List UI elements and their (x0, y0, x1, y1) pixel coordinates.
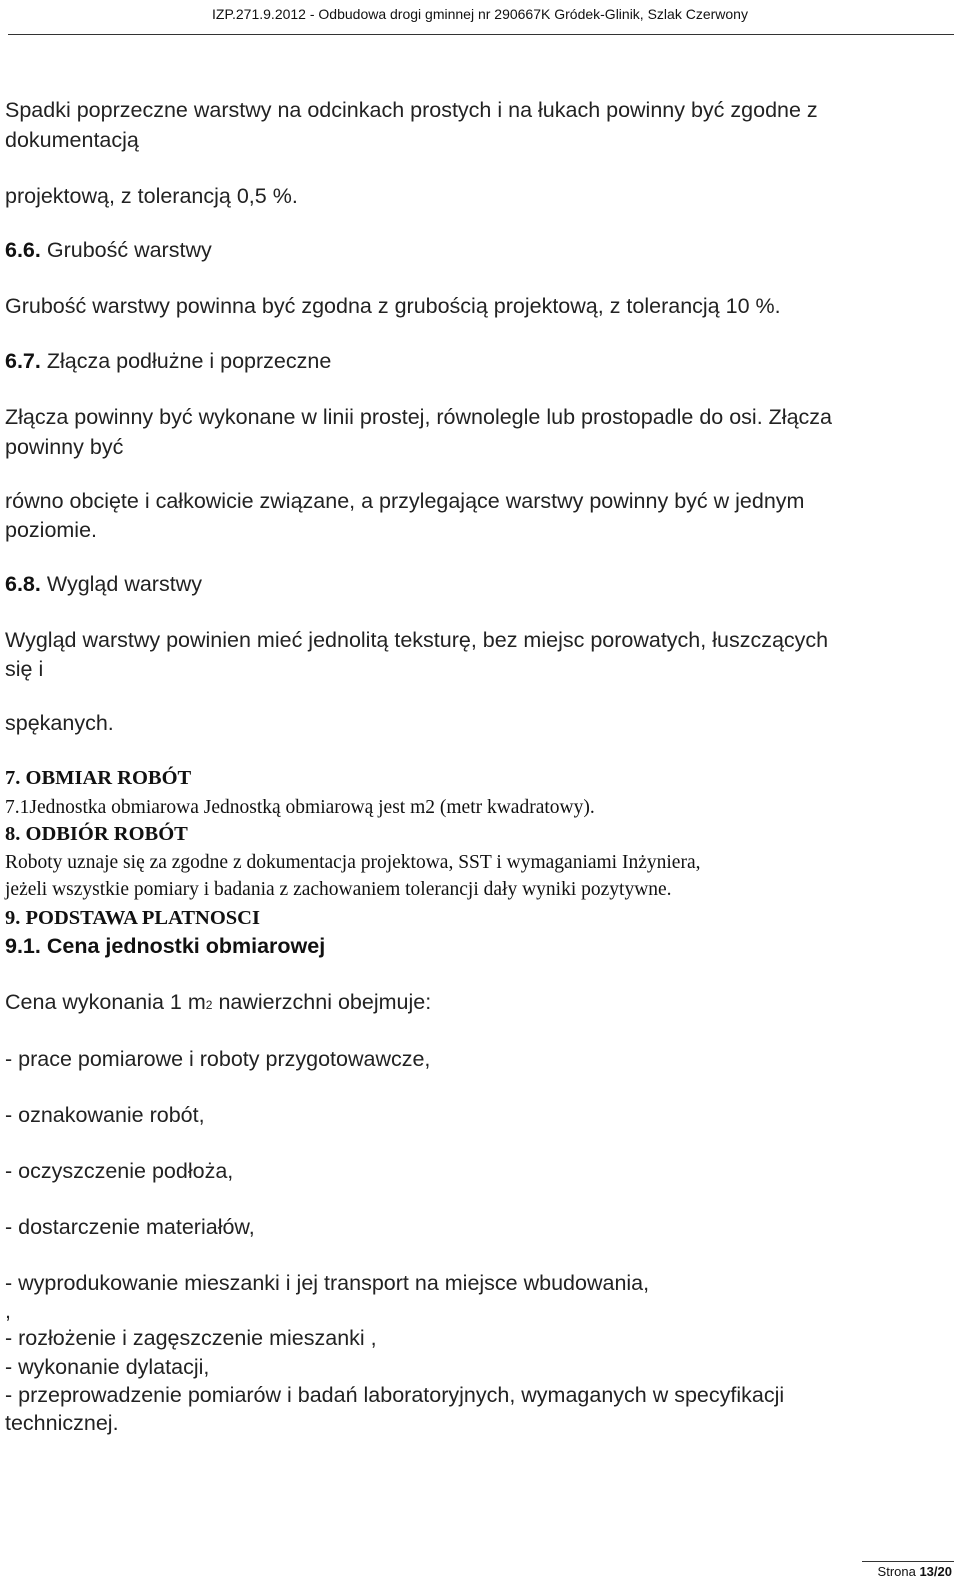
section-6-6-number: 6.6. (5, 238, 41, 262)
list-item: - wyprodukowanie mieszanki i jej transport na miejsce wbudowania, (5, 1271, 650, 1295)
list-item: , (5, 1299, 11, 1323)
section-9-1-heading: 9.1. Cena jednostki obmiarowej (5, 934, 326, 958)
paragraph-spadki-line3: projektową, z tolerancją 0,5 %. (5, 184, 298, 208)
section-6-8-line3: spękanych. (5, 711, 114, 735)
section-8-line2: jeżeli wszystkie pomiary i badania z zachowaniem tolerancji dały wyniki pozytywne. (5, 879, 672, 900)
list-item: - rozłożenie i zagęszczenie mieszanki , (5, 1326, 377, 1350)
list-item: - dostarczenie materiałów, (5, 1215, 255, 1239)
list-item: - oznakowanie robót, (5, 1103, 205, 1127)
footer-divider (862, 1561, 954, 1562)
list-item: - przeprowadzenie pomiarów i badań laboratoryjnych, wymaganych w specyfikacji (5, 1383, 785, 1407)
list-item: technicznej. (5, 1411, 119, 1435)
section-9-1-intro (5, 987, 948, 1020)
section-6-6-title: Grubość warstwy (40, 238, 212, 262)
section-6-8-line1: Wygląd warstwy powinien mieć jednolitą teksturę, bez miejsc porowatych, łuszczących (5, 628, 829, 652)
section-6-7-line2: powinny być (5, 435, 124, 459)
section-6-6-text: Grubość warstwy powinna być zgodna z grubością projektową, z tolerancją 10 %. (5, 294, 781, 318)
section-6-8-number: 6.8. (5, 572, 41, 596)
header-divider (8, 34, 954, 35)
section-6-7-heading (5, 346, 948, 376)
section-8-line1: Roboty uznaje się za zgodne z dokumentacja projektowa, SST i wymaganiami Inżyniera, (5, 852, 701, 873)
page-number-value: 13/20 (919, 1564, 952, 1579)
page-number (878, 1564, 952, 1579)
intro-text-a: Cena wykonania 1 m (5, 990, 206, 1014)
list-item: - prace pomiarowe i roboty przygotowawcze, (5, 1047, 431, 1071)
intro-subscript: 2 (205, 998, 213, 1012)
list-item: - oczyszczenie podłoża, (5, 1159, 234, 1183)
section-6-8-line2: się i (5, 657, 44, 681)
paragraph-spadki-line1: Spadki poprzeczne warstwy na odcinkach prostych i na łukach powinny być zgodne z (5, 98, 818, 122)
list-item: - wykonanie dylatacji, (5, 1355, 210, 1379)
section-6-7-number: 6.7. (5, 349, 41, 373)
section-8-heading: 8. ODBIÓR ROBÓT (5, 823, 188, 845)
section-6-6-heading (5, 235, 948, 265)
paragraph-spadki-line2: dokumentacją (5, 128, 139, 152)
section-6-8-heading (5, 569, 948, 599)
section-6-7-title: Złącza podłużne i poprzeczne (40, 349, 332, 373)
section-6-7-line3: równo obcięte i całkowicie związane, a przylegające warstwy powinny być w jednym (5, 489, 805, 513)
intro-text-b: nawierzchni obejmuje: (212, 990, 432, 1014)
page-header: IZP.271.9.2012 - Odbudowa drogi gminnej nr 290667K Gródek-Glinik, Szlak Czerwony (212, 6, 748, 22)
section-6-7-line4: poziomie. (5, 518, 98, 542)
section-6-7-line1: Złącza powinny być wykonane w linii prostej, równolegle lub prostopadle do osi. Złącza (5, 405, 832, 429)
section-6-8-title: Wygląd warstwy (40, 572, 202, 596)
page-number-label: Strona (877, 1564, 920, 1579)
section-9-heading: 9. PODSTAWA PLATNOSCI (5, 907, 260, 929)
section-7-heading: 7. OBMIAR ROBÓT (5, 767, 192, 789)
section-7-1-text: 7.1Jednostka obmiarowa Jednostką obmiarową jest m2 (metr kwadratowy). (5, 797, 595, 818)
